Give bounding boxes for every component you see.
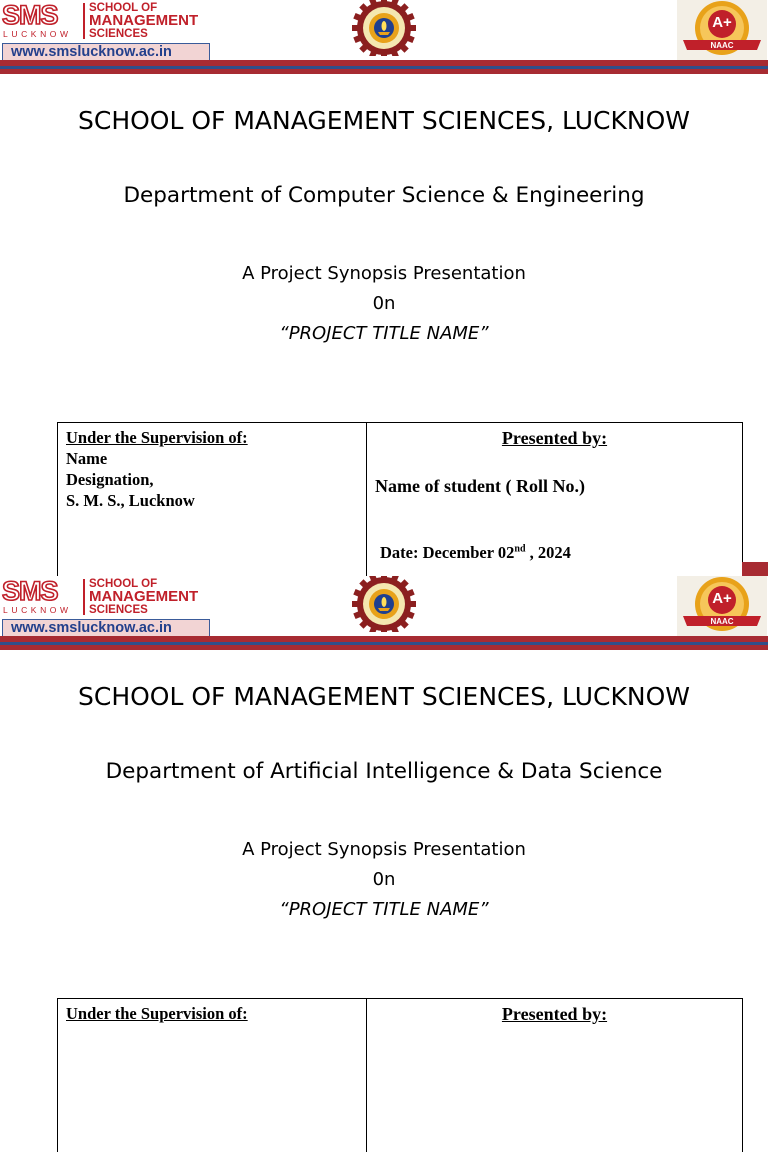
department-title: Department of Computer Science & Engineering [0, 183, 768, 208]
logo-city: LUCKNOW [3, 605, 72, 615]
presented-cell [367, 999, 743, 1152]
student-name: Name of student ( Roll No.) [375, 476, 585, 497]
supervision-label: Under the Supervision of: [66, 427, 366, 448]
slide-2 [0, 576, 768, 1152]
logo-letters: SMS [2, 2, 58, 29]
presented-label: Presented by: [367, 1004, 742, 1025]
supervision-cell [58, 999, 367, 1152]
header-band-line [0, 66, 768, 69]
on-line: 0n [0, 289, 768, 319]
logo-name-line-2: MANAGEMENT [89, 590, 198, 604]
logo-divider [83, 3, 85, 39]
naac-grade: A+ [677, 14, 767, 31]
supervision-cell [58, 423, 367, 577]
university-emblem-icon [347, 576, 421, 632]
slide-header [0, 576, 768, 650]
presentation-heading [0, 835, 768, 925]
logo-name-line-1: SCHOOL OF [89, 2, 198, 14]
naac-label: NAAC [677, 617, 767, 626]
edge-mark [742, 562, 768, 576]
supervisor-org: S. M. S., Lucknow [66, 490, 366, 511]
presented-label: Presented by: [367, 428, 742, 449]
project-title: “PROJECT TITLE NAME” [0, 319, 768, 349]
website-url-box [2, 619, 210, 637]
logo-name-line-3: SCIENCES [89, 28, 198, 40]
presentation-heading [0, 259, 768, 349]
website-url: www.smslucknow.ac.in [11, 620, 172, 637]
details-table [57, 998, 743, 1152]
presentation-line: A Project Synopsis Presentation [0, 835, 768, 865]
date-suffix: nd [514, 544, 525, 555]
presentation-line: A Project Synopsis Presentation [0, 259, 768, 289]
naac-badge-text [677, 0, 767, 60]
institution-title: SCHOOL OF MANAGEMENT SCIENCES, LUCKNOW [0, 682, 768, 711]
header-band-line [0, 642, 768, 645]
supervision-label: Under the Supervision of: [66, 1003, 366, 1024]
naac-badge-text [677, 576, 767, 636]
supervisor-designation: Designation, [66, 469, 366, 490]
sms-logo [2, 578, 214, 636]
slide-header [0, 0, 768, 74]
presentation-date [380, 543, 571, 563]
logo-name-line-3: SCIENCES [89, 604, 198, 616]
sms-logo [2, 2, 214, 60]
logo-name-line-2: MANAGEMENT [89, 14, 198, 28]
project-title: “PROJECT TITLE NAME” [0, 895, 768, 925]
logo-letters: SMS [2, 578, 58, 605]
logo-city: LUCKNOW [3, 29, 72, 39]
university-emblem-icon [347, 0, 421, 56]
logo-school-name [89, 578, 198, 616]
website-url-box [2, 43, 210, 61]
date-year: , 2024 [526, 543, 571, 562]
naac-grade: A+ [677, 590, 767, 607]
department-title: Department of Artificial Intelligence & Data Science [0, 759, 768, 784]
website-url: www.smslucknow.ac.in [11, 44, 172, 61]
details-table [57, 422, 743, 576]
logo-school-name [89, 2, 198, 40]
supervisor-name: Name [66, 448, 366, 469]
naac-label: NAAC [677, 41, 767, 50]
on-line: 0n [0, 865, 768, 895]
logo-name-line-1: SCHOOL OF [89, 578, 198, 590]
presented-cell [367, 423, 743, 577]
institution-title: SCHOOL OF MANAGEMENT SCIENCES, LUCKNOW [0, 106, 768, 135]
date-prefix: Date: December 02 [380, 543, 514, 562]
logo-divider [83, 579, 85, 615]
